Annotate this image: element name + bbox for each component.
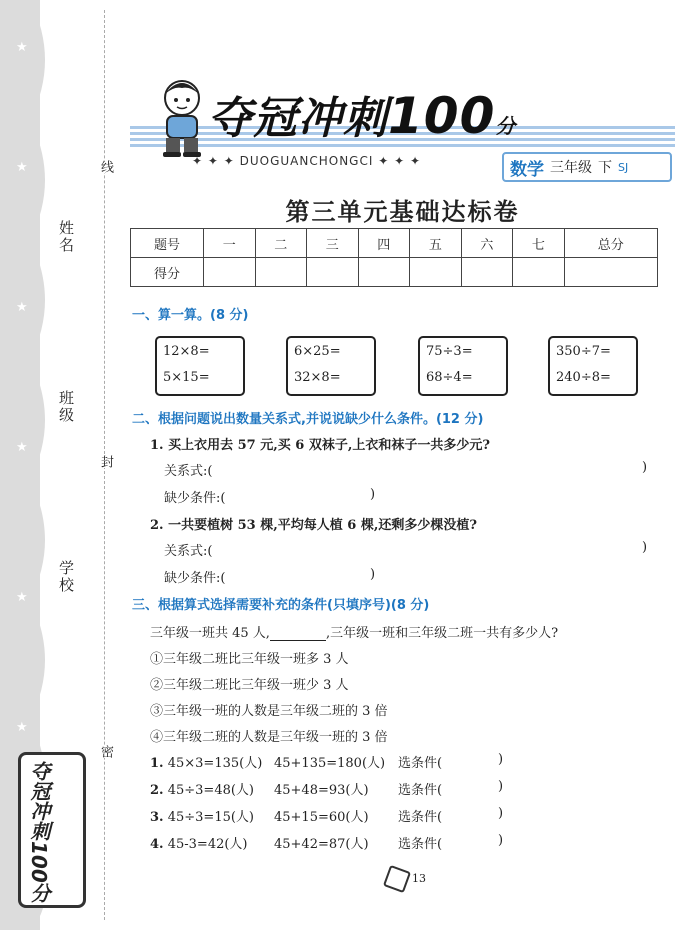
option-4: ④三年级二班的人数是三年级一班的 3 倍 <box>150 730 388 745</box>
option-2: ②三年级二班比三年级一班少 3 人 <box>150 678 349 693</box>
relation-close: ) <box>642 460 648 475</box>
relation-close: ) <box>642 540 648 555</box>
brand-pinyin: ✦ ✦ ✦ DUOGUANCHONGCI ✦ ✦ ✦ <box>192 154 421 168</box>
calc-box: 75÷3= 68÷4= <box>418 336 508 396</box>
school-label: 学校 <box>57 560 75 594</box>
name-label: 姓名 <box>57 220 75 254</box>
section-1-heading: 一、算一算。(8 分) <box>132 308 249 323</box>
star-icon: ★ <box>16 440 28 455</box>
option-1: ①三年级二班比三年级一班多 3 人 <box>150 652 349 667</box>
item-2: 2. 45÷3=48(人) <box>150 783 255 798</box>
choose-label: 选条件( <box>398 756 443 771</box>
class-label: 班级 <box>57 390 75 424</box>
section-2-heading: 二、根据问题说出数量关系式,并说说缺少什么条件。(12 分) <box>132 412 484 427</box>
side-logo: 夺冠冲刺100分 <box>18 752 86 908</box>
star-icon: ★ <box>16 160 28 175</box>
subject-badge: 数学 三年级 下 SJ <box>502 152 672 182</box>
option-3: ③三年级一班的人数是三年级二班的 3 倍 <box>150 704 388 719</box>
cut-char-seal: 封 <box>98 455 113 468</box>
missing-close: ) <box>370 487 376 502</box>
question-2-1: 1. 买上衣用去 57 元,买 6 双袜子,上衣和袜子一共多少元? <box>150 438 491 453</box>
section-3-stem: 三年级一班共 45 人, ,三年级一班和三年级二班一共有多少人? <box>150 626 559 641</box>
item-3: 3. 45÷3=15(人) <box>150 810 255 825</box>
star-icon: ✦ ✦ ✦ <box>192 154 240 168</box>
star-icon: ★ <box>16 590 28 605</box>
relation-label: 关系式:( <box>164 544 213 559</box>
choose-label: 选条件( <box>398 837 443 852</box>
choose-label: 选条件( <box>398 810 443 825</box>
cut-char-secret: 密 <box>98 745 113 758</box>
cut-char-line: 线 <box>98 160 113 173</box>
choose-label: 选条件( <box>398 783 443 798</box>
item-4: 4. 45-3=42(人) <box>150 837 248 852</box>
blank-line[interactable] <box>270 628 326 641</box>
missing-label: 缺少条件:( <box>164 571 226 586</box>
item-1: 1. 45×3=135(人) <box>150 756 263 771</box>
page-title: 第三单元基础达标卷 <box>285 198 520 226</box>
star-icon: ★ <box>16 40 28 55</box>
star-icon: ✦ ✦ ✦ <box>373 154 421 168</box>
calc-box: 12×8= 5×15= <box>155 336 245 396</box>
section-3-heading: 三、根据算式选择需要补充的条件(只填序号)(8 分) <box>132 598 430 613</box>
calc-box: 6×25= 32×8= <box>286 336 376 396</box>
calc-box: 350÷7= 240÷8= <box>548 336 638 396</box>
star-icon: ★ <box>16 720 28 735</box>
missing-label: 缺少条件:( <box>164 491 226 506</box>
pizza-icon <box>383 865 411 893</box>
relation-label: 关系式:( <box>164 464 213 479</box>
missing-close: ) <box>370 567 376 582</box>
question-2-2: 2. 一共要植树 53 棵,平均每人植 6 棵,还剩多少棵没植? <box>150 518 478 533</box>
star-icon: ★ <box>16 300 28 315</box>
page-number: 13 <box>386 868 426 890</box>
header <box>130 70 675 180</box>
brand-title: 夺冠冲刺100分 <box>208 87 517 145</box>
score-table: 题号 一 二 三 四 五 六 七 总分 得分 <box>130 228 658 287</box>
